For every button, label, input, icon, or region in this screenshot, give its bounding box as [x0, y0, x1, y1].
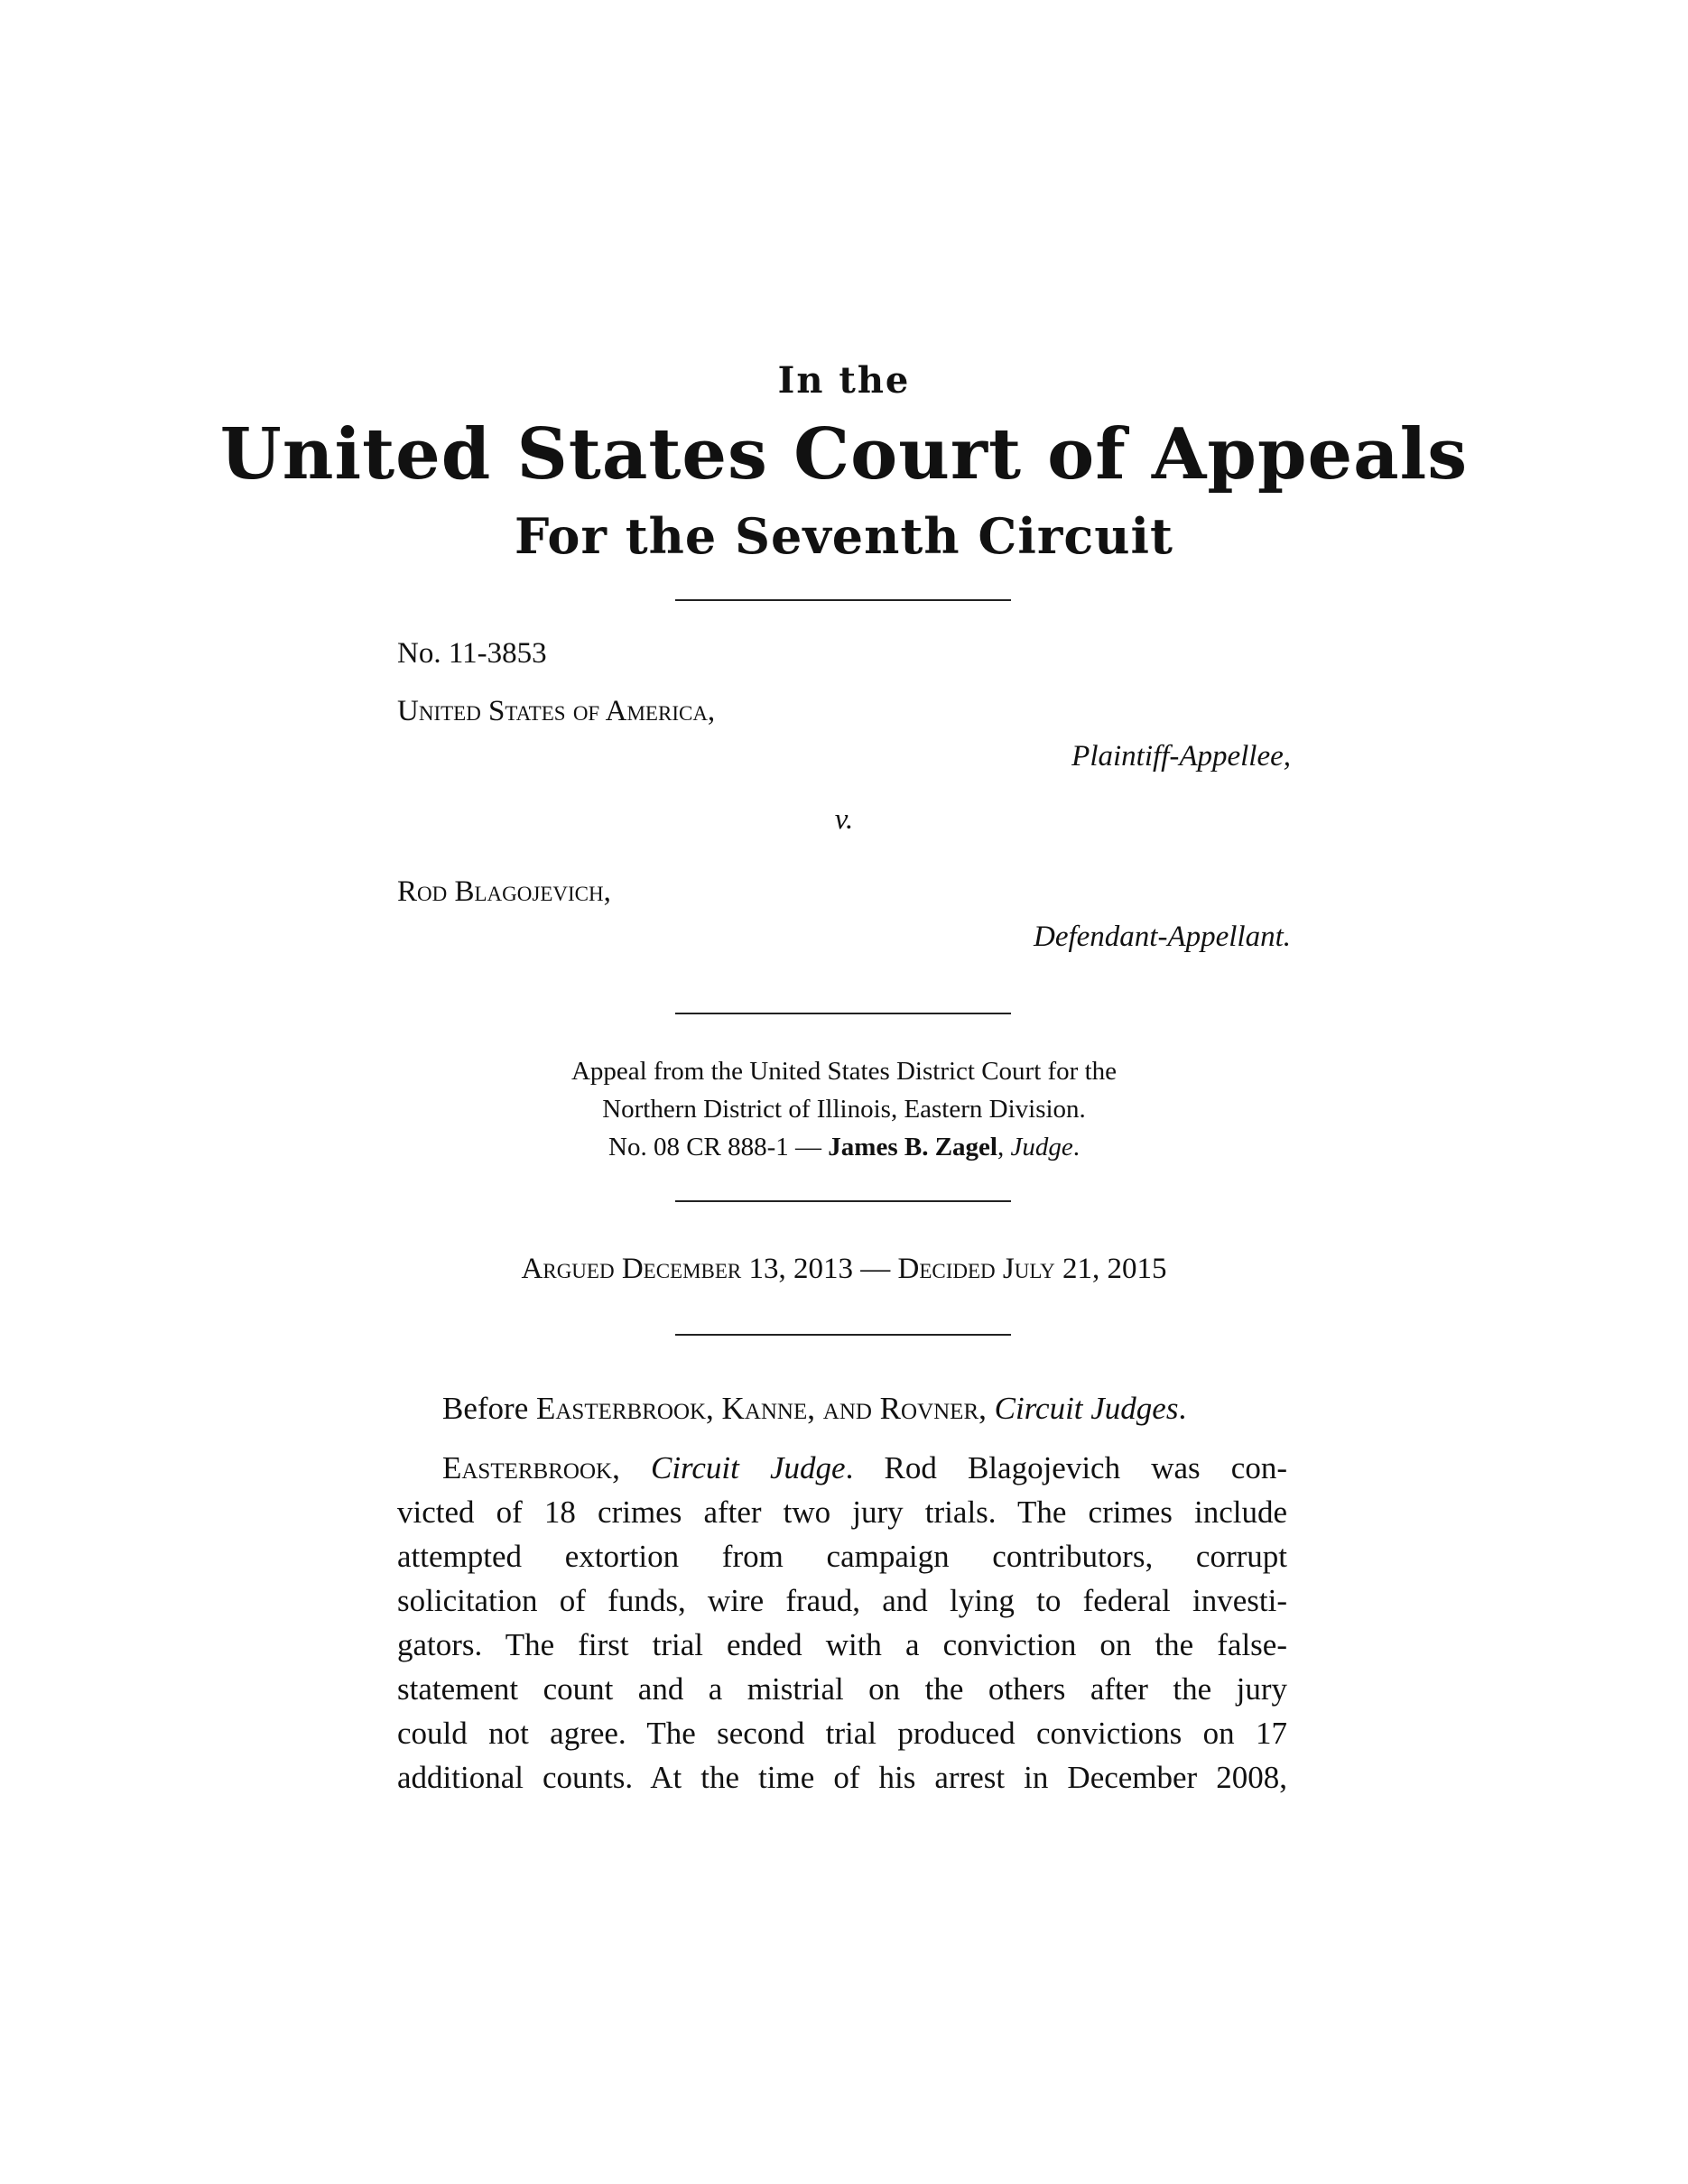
- appeal-line-2: Northern District of Illinois, Eastern Division.: [602, 1095, 1086, 1124]
- court-name: United States Court of Appeals: [219, 413, 1469, 495]
- judge-separator: ,: [997, 1133, 1011, 1161]
- opinion-line: could not agree. The second trial produced convictions on 17: [397, 1716, 1287, 1751]
- docket-number: No. 08 CR 888-1 —: [608, 1133, 829, 1161]
- opinion-author-separator: ,: [612, 1450, 651, 1485]
- judge-end: .: [1072, 1133, 1080, 1161]
- opinion-line: attempted extortion from campaign contributors, corrupt: [397, 1539, 1287, 1574]
- opinion-author-title: Circuit Judge: [650, 1450, 846, 1485]
- opinion-line: additional counts. At the time of his arrest in December 2008,: [397, 1760, 1287, 1795]
- divider-rule: [675, 599, 1011, 601]
- argued-decided-dates: Argued December 13, 2013 — Decided July 21, 2015: [521, 1253, 1167, 1285]
- divider-rule: [675, 1200, 1011, 1202]
- court-intro: In the: [777, 359, 911, 402]
- opinion-author: Easterbrook: [442, 1450, 613, 1485]
- case-number: No. 11-3853: [397, 637, 547, 670]
- plaintiff-name: United States of America,: [397, 695, 716, 727]
- opinion-line: statement count and a mistrial on the others after the jury: [397, 1671, 1287, 1707]
- versus: v.: [834, 803, 854, 836]
- opinion-line: victed of 18 crimes after two jury trials. The crimes include: [397, 1495, 1287, 1530]
- appeal-block: [0, 1052, 1688, 1166]
- divider-rule: [675, 1013, 1011, 1014]
- opinion-line: gators. The first trial ended with a conviction on the false-: [397, 1627, 1287, 1662]
- district-judge-title: Judge: [1010, 1133, 1073, 1161]
- court-circuit: For the Seventh Circuit: [515, 507, 1173, 565]
- panel-line: [442, 1386, 1186, 1431]
- plaintiff-role: Plaintiff-Appellee,: [1071, 740, 1291, 773]
- opinion-line: [397, 1446, 1287, 1490]
- panel-end: .: [1178, 1391, 1187, 1426]
- panel-judges: Easterbrook, Kanne, and Rovner: [535, 1391, 979, 1426]
- divider-rule: [675, 1334, 1011, 1336]
- panel-title: Circuit Judges: [994, 1391, 1179, 1426]
- defendant-role: Defendant-Appellant.: [1033, 921, 1291, 953]
- panel-before: Before: [442, 1391, 536, 1426]
- defendant-name: Rod Blagojevich,: [397, 875, 611, 908]
- opinion-line: solicitation of funds, wire fraud, and lying to federal investi-: [397, 1583, 1287, 1618]
- opinion-first-line-rest: . Rod Blagojevich was con-: [845, 1450, 1287, 1485]
- district-judge-name: James B. Zagel: [828, 1133, 997, 1161]
- appeal-line-1: Appeal from the United States District Court for the: [570, 1057, 1118, 1086]
- appeal-docket-line: [0, 1128, 1688, 1166]
- panel-separator: ,: [978, 1391, 995, 1426]
- opinion-text: [397, 1446, 1287, 1800]
